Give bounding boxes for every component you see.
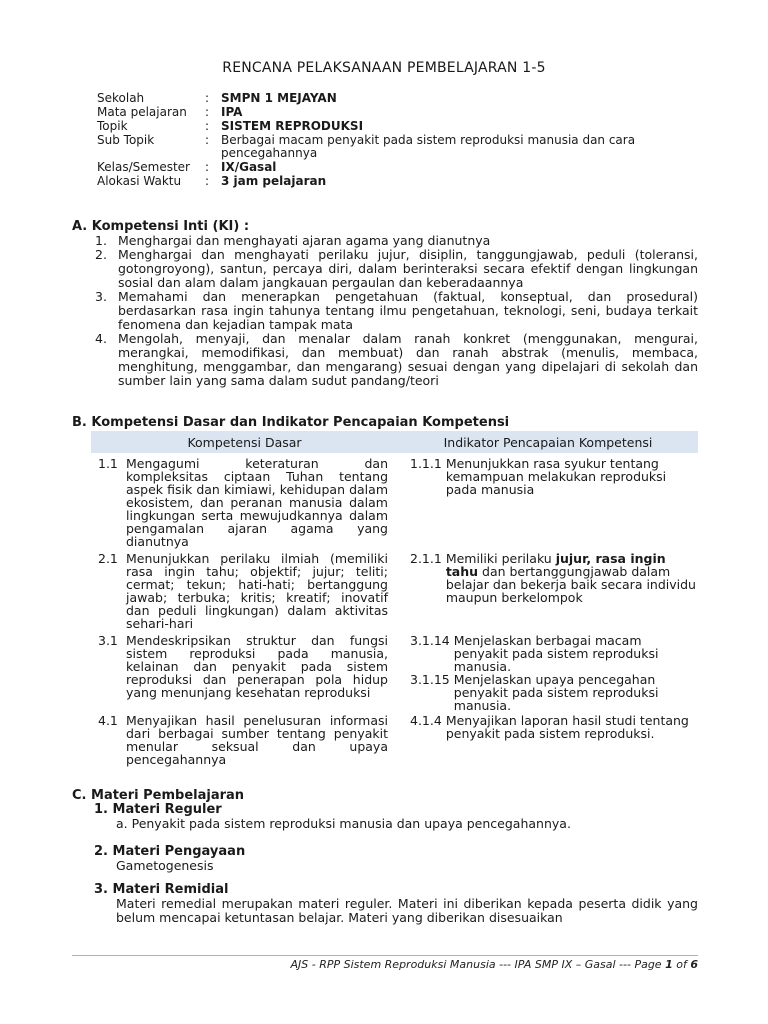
meta-value: SISTEM REPRODUKSI [221, 119, 364, 133]
section-b [72, 415, 698, 430]
meta-key: Mata pelajaran [97, 105, 187, 119]
indicator-column-header: Indikator Pencapaian Kompetensi [398, 431, 698, 453]
ki-item [72, 290, 698, 332]
footer-total-pages: 6 [690, 958, 698, 971]
table-row [91, 712, 698, 768]
ki-item-text: Menghargai dan menghayati ajaran agama yang dianutnya [118, 233, 491, 248]
kd-item [91, 552, 398, 630]
section-c [72, 788, 698, 925]
kd-number: 3.1 [98, 633, 118, 648]
indicator-text [450, 673, 698, 712]
footer-of: of [672, 958, 691, 971]
kd-number: 4.1 [98, 713, 118, 728]
kd-text: Mendeskripsikan struktur dan fungsi sistem reproduksi pada manusia, kelainan dan penyakit pada sistem reproduksi dan penerapan pola hidup yang menunjang kesehatan reproduksi [126, 633, 388, 700]
page-footer [290, 958, 698, 971]
kd-table [91, 431, 698, 768]
ki-item [72, 234, 698, 248]
materi-pengayaan-item: Gametogenesis [116, 858, 214, 873]
indicator-number: 2.1.1 [410, 551, 442, 566]
indicator-item [398, 457, 698, 496]
indicator-text [442, 457, 698, 496]
ki-item-number: 4. [95, 331, 107, 346]
indicator-number: 3.1.14 [410, 633, 450, 648]
section-b-heading: B. Kompetensi Dasar dan Indikator Pencapaian Kompetensi [72, 415, 510, 430]
meta-value: Berbagai macam penyakit pada sistem reproduksi manusia dan cara pencegahannya [221, 133, 636, 160]
indicator-text-pre: Menjelaskan upaya pencegahan penyakit pada sistem reproduksi manusia. [453, 672, 659, 713]
meta-colon: : [205, 174, 210, 188]
indicator-text [450, 634, 698, 673]
materi-remidial-title: 3. Materi Remidial [94, 882, 229, 897]
meta-value: IPA [221, 105, 243, 119]
meta-row [97, 134, 697, 160]
ki-item [72, 332, 698, 388]
ki-item-text: Memahami dan menerapkan pengetahuan (faktual, konseptual, dan prosedural) berdasarkan rasa ingin tahunya tentang ilmu pengetahuan, teknologi, seni, budaya terkait fenomena dan kejadian tampak mata [118, 289, 698, 332]
materi-pengayaan-title: 2. Materi Pengayaan [94, 844, 246, 859]
ki-item-text: Menghargai dan menghayati perilaku jujur, disiplin, tanggungjawab, peduli (toleransi, gotongroyong), santun, percaya diri, dalam berinteraksi secara efektif dengan lingkungan sosial dan alam dalam jangkauan pergaulan dan keberadaannya [118, 247, 698, 290]
page-title: RENCANA PELAKSANAAN PEMBELAJARAN 1-5 [222, 60, 546, 76]
meta-value: 3 jam pelajaran [221, 174, 327, 188]
footer-text: AJS - RPP Sistem Reproduksi Manusia --- IPA SMP IX – Gasal --- Page [290, 958, 666, 971]
materi-remidial-item: Materi remedial merupakan materi reguler. Materi ini diberikan kepada peserta didik yang belum mencapai ketuntasan belajar. Materi yang diberikan disesuaikan [116, 896, 698, 925]
ki-list [72, 234, 698, 388]
indicator-item [398, 673, 698, 712]
indicator-text [442, 714, 698, 740]
indicator-item [398, 552, 698, 604]
indicator-text-pre: Menjelaskan berbagai macam penyakit pada sistem reproduksi manusia. [453, 633, 659, 674]
meta-colon: : [205, 105, 210, 119]
kd-text: Mengagumi keteraturan dan kompleksitas ciptaan Tuhan tentang aspek fisik dan kimiawi, kehidupan dalam ekosistem, dan peranan manusia dalam lingkungan serta mewujudkannya dalam pengamalan ajaran agama yang dianutnya [126, 456, 388, 549]
indicator-text-post: dan bertanggungjawab dalam belajar dan bekerja baik secara individu maupun berkelompok [445, 564, 696, 605]
section-c-heading: C. Materi Pembelajaran [72, 788, 245, 803]
kd-number: 2.1 [98, 551, 118, 566]
kd-text: Menunjukkan perilaku ilmiah (memiliki rasa ingin tahu; objektif; jujur; teliti; cermat; tekun; hati-hati; bertanggung jawab; terbuka; kritis; kreatif; inovatif dan peduli lingkungan) dalam aktivitas sehari-hari [126, 551, 388, 631]
indicator-number: 1.1.1 [410, 456, 442, 471]
meta-key: Sekolah [97, 91, 145, 105]
materi-reguler-title: 1. Materi Reguler [94, 802, 222, 817]
kd-item [91, 457, 398, 548]
ki-item [72, 248, 698, 290]
meta-table [97, 92, 697, 189]
meta-colon: : [205, 91, 210, 105]
meta-value: IX/Gasal [221, 160, 277, 174]
meta-key: Alokasi Waktu [97, 174, 182, 188]
meta-row [97, 161, 697, 174]
section-a [72, 219, 698, 388]
section-a-heading: A. Kompetensi Inti (KI) : [72, 219, 250, 234]
meta-colon: : [205, 119, 210, 133]
indicator-text-bold: jujur, rasa ingin tahu [445, 551, 666, 579]
table-row [91, 632, 698, 712]
meta-key: Sub Topik [97, 133, 155, 147]
indicator-item [398, 634, 698, 673]
kd-number: 1.1 [98, 456, 118, 471]
kd-item [91, 634, 398, 699]
meta-colon: : [205, 133, 210, 147]
meta-colon: : [205, 160, 210, 174]
indicator-text-pre: Memiliki perilaku [445, 551, 556, 566]
kd-text: Menyajikan hasil penelusuran informasi dari berbagai sumber tentang penyakit menular seksual dan upaya pencegahannya [126, 713, 388, 767]
indicator-text [442, 552, 698, 604]
kd-column-header: Kompetensi Dasar [91, 431, 398, 453]
indicator-item [398, 714, 698, 740]
meta-row [97, 92, 697, 105]
materi-reguler-item: a. Penyakit pada sistem reproduksi manusia dan upaya pencegahannya. [116, 816, 571, 831]
table-row [91, 550, 698, 632]
ki-item-number: 2. [95, 247, 107, 262]
meta-row [97, 120, 697, 133]
indicator-number: 4.1.4 [410, 713, 442, 728]
footer-page-number: 1 [665, 958, 673, 971]
meta-value: SMPN 1 MEJAYAN [221, 91, 337, 105]
indicator-text-pre: Menunjukkan rasa syukur tentang kemampuan melakukan reproduksi pada manusia [445, 456, 667, 497]
footer-divider [72, 955, 698, 956]
meta-row [97, 175, 697, 188]
meta-key: Kelas/Semester [97, 160, 190, 174]
indicator-text-pre: Menyajikan laporan hasil studi tentang penyakit pada sistem reproduksi. [445, 713, 689, 741]
kd-item [91, 714, 398, 766]
ki-item-number: 3. [95, 289, 107, 304]
ki-item-text: Mengolah, menyaji, dan menalar dalam ranah konkret (menggunakan, mengurai, merangkai, memodifikasi, dan membuat) dan ranah abstrak (menulis, membaca, menghitung, menggambar, dan mengarang) sesuai dengan yang dipelajari di sekolah dan sumber lain yang sama dalam sudut pandang/teori [118, 331, 698, 388]
ki-item-number: 1. [95, 233, 107, 248]
meta-row [97, 106, 697, 119]
indicator-number: 3.1.15 [410, 672, 450, 687]
table-row [91, 453, 698, 550]
meta-key: Topik [97, 119, 128, 133]
